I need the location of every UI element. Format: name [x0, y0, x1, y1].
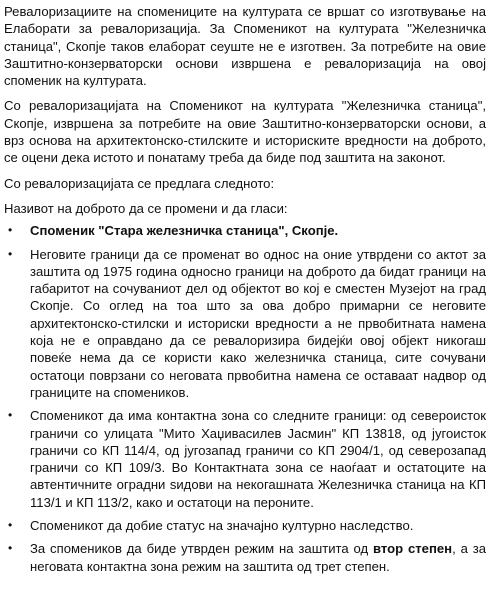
paragraph-revalorization-intro: Ревалоризациите на спомениците на културата се вршат со изготвување на Елаборати за ревалоризација. За Споменикот на културата "Железничка станица", Скопје таков елаборат сеуште не е изготвен. За потребите на овие Заштитно-конзерваторски основи извршена е ревалоризација на овој споменик на културата.: [4, 4, 486, 89]
list-item-status: [8, 517, 486, 534]
protection-degree: втор степен: [373, 541, 453, 557]
monument-new-name: Споменик "Стара железничка станица", Скопје.: [30, 223, 339, 239]
bullet-icon: •: [8, 223, 13, 238]
boundaries-text: Неговите граници да се променат во однос на оние утврдени со актот за заштита од 1975 година односно граници на доброто да бидат граници на габаритот на сочуваниот дел од објектот во кој е сместен Музејот на град Скопје. Со оглед на тоа што за ова добро примарни се неговите архитектонско-стилски и историски вредности а не првобитната намена која не е оправдано да се ревалоризира бидејќи овој објект никогаш повеќе нема да се користи како железничка станица, сите сочувани остатоци поврзани со неговата првобитна намена се оставаат надвор од границите на спомеников.: [30, 246, 486, 400]
paragraph-revalorization-result: Со ревалоризацијата на Споменикот на културата "Железничка станица", Скопје, извршена за потребите на овие Заштитно-конзерваторски основи, а врз основа на архитектонско-стилските и историските вредности на доброто, се оцени дека истото и понатаму треба да биде под заштита на законот.: [4, 98, 486, 166]
bullet-icon: •: [8, 518, 13, 533]
list-item-new-name: [8, 222, 486, 239]
status-text: Споменикот да добие статус на значајно културно наследство.: [30, 518, 414, 534]
list-item-protection-regime: [8, 540, 486, 575]
document-page: [4, 3, 486, 581]
list-item-contact-zone: [8, 407, 486, 511]
contact-zone-text: Споменикот да има контактна зона со следните граници: од североисток граничи со улицата "Мито Хаџивасилев Јасмин" КП 13818, од југоисток граничи со КП 114/4, од југозапад граничи со КП 2904/1, од северозапад граничи со КП 109/3. Во Контактната зона се наоѓаат и остатоците на автентичните оградни ѕидови на некогашната Железничка станица на КП 113/1 и КП 113/2, како и остатоци на пероните.: [30, 408, 486, 510]
paragraph-name-change: Називот на доброто да се промени и да гласи:: [4, 200, 288, 216]
bullet-icon: •: [8, 408, 13, 423]
bullet-icon: •: [8, 246, 13, 261]
list-item-boundaries: [8, 246, 486, 402]
proposal-list: [4, 222, 486, 575]
protection-text-after: , а за неговата контактна зона режим на заштита од трет степен.: [30, 541, 486, 574]
paragraph-proposal-lead: Со ревалоризацијата се предлага следното:: [4, 175, 275, 191]
bullet-icon: •: [8, 541, 13, 556]
protection-text-before: За спомеников да биде утврден режим на заштита од: [30, 541, 373, 557]
